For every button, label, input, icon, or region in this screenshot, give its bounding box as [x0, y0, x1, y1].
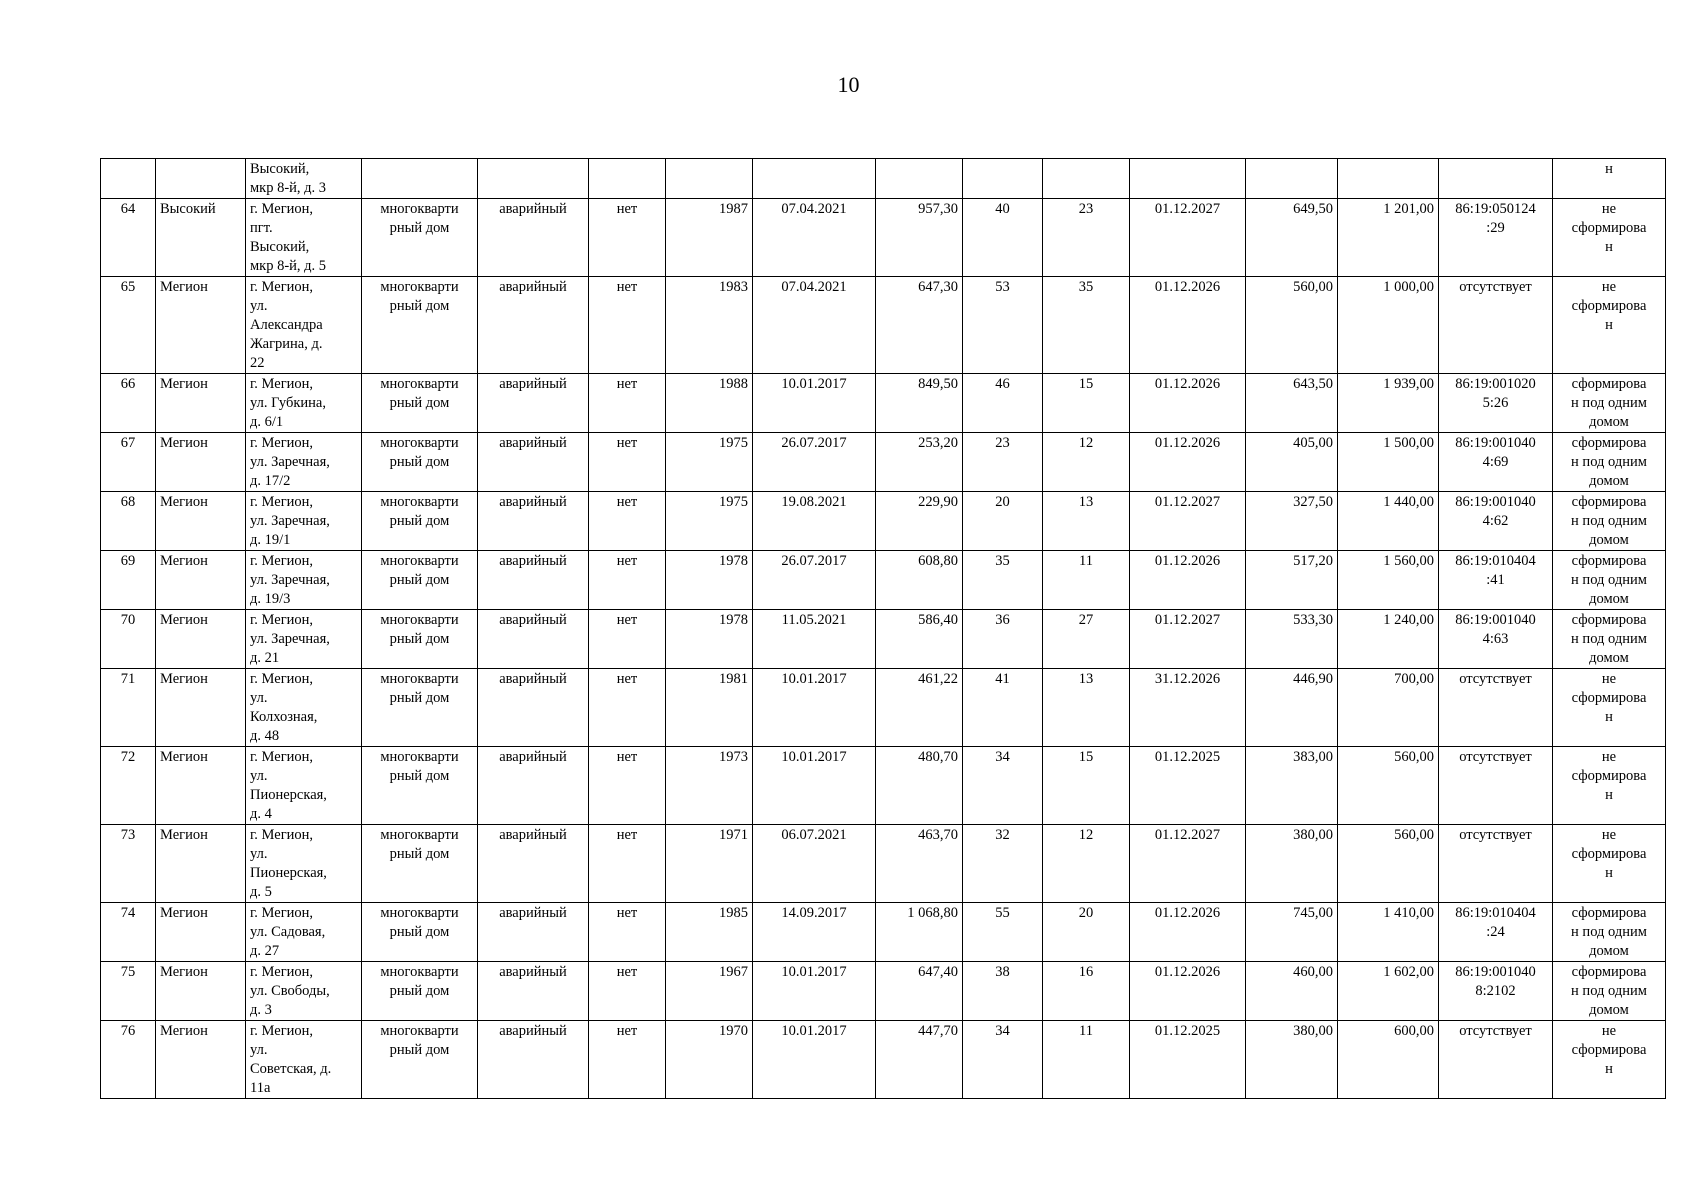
- cell-land-status: н: [1553, 159, 1666, 199]
- cell-decision-date: 07.04.2021: [753, 199, 876, 277]
- cell-condition: аварийный: [478, 433, 589, 492]
- cell-heritage: нет: [589, 551, 666, 610]
- cell-cadastral-number: отсутствует: [1439, 669, 1553, 747]
- cell-deadline: 01.12.2026: [1130, 433, 1246, 492]
- cell-deadline: 01.12.2027: [1130, 199, 1246, 277]
- cell-land-status: не сформирова н: [1553, 1021, 1666, 1099]
- cell-premises: 23: [1043, 199, 1130, 277]
- cell-condition: аварийный: [478, 1021, 589, 1099]
- cell-address: г. Мегион, ул. Заречная, д. 19/3: [246, 551, 362, 610]
- cell-land-area: 1 560,00: [1338, 551, 1439, 610]
- cell-decision-date: 10.01.2017: [753, 1021, 876, 1099]
- cell-cadastral-number: 86:19:001040 4:69: [1439, 433, 1553, 492]
- cell-year: 1970: [666, 1021, 753, 1099]
- cell-living-area: 383,00: [1246, 747, 1338, 825]
- cell-premises: 16: [1043, 962, 1130, 1021]
- cell-address: г. Мегион, ул. Садовая, д. 27: [246, 903, 362, 962]
- cell-condition: аварийный: [478, 492, 589, 551]
- cell-decision-date: 26.07.2017: [753, 551, 876, 610]
- cell-premises: 12: [1043, 825, 1130, 903]
- cell-building-type: многокварти рный дом: [362, 492, 478, 551]
- cell-deadline: 01.12.2026: [1130, 551, 1246, 610]
- cell-decision-date: 19.08.2021: [753, 492, 876, 551]
- housing-registry-table: [100, 158, 1666, 1099]
- cell-settlement: Мегион: [156, 747, 246, 825]
- cell-heritage: нет: [589, 433, 666, 492]
- cell-heritage: нет: [589, 199, 666, 277]
- cell-decision-date: 14.09.2017: [753, 903, 876, 962]
- cell-land-status: сформирова н под одним домом: [1553, 433, 1666, 492]
- cell-cadastral-number: отсутствует: [1439, 277, 1553, 374]
- cell-number: 65: [101, 277, 156, 374]
- cell-living-area: 533,30: [1246, 610, 1338, 669]
- cell-settlement: Мегион: [156, 433, 246, 492]
- cell-cadastral-number: 86:19:001040 4:62: [1439, 492, 1553, 551]
- cell-land-status: не сформирова н: [1553, 669, 1666, 747]
- cell-settlement: Мегион: [156, 551, 246, 610]
- cell-land-status: не сформирова н: [1553, 747, 1666, 825]
- cell-land-area: 600,00: [1338, 1021, 1439, 1099]
- cell-address: г. Мегион, ул. Свободы, д. 3: [246, 962, 362, 1021]
- cell-land-area: 1 201,00: [1338, 199, 1439, 277]
- cell-building-type: многокварти рный дом: [362, 825, 478, 903]
- table-row: [101, 551, 1666, 610]
- cell-premises: 15: [1043, 374, 1130, 433]
- cell-land-status: не сформирова н: [1553, 277, 1666, 374]
- table-body: [101, 159, 1666, 1099]
- cell-area: 957,30: [876, 199, 963, 277]
- cell-condition: аварийный: [478, 374, 589, 433]
- cell-residents: 41: [963, 669, 1043, 747]
- cell-address: г. Мегион, ул. Заречная, д. 17/2: [246, 433, 362, 492]
- cell-building-type: многокварти рный дом: [362, 962, 478, 1021]
- cell-area: 647,30: [876, 277, 963, 374]
- cell-settlement: Мегион: [156, 610, 246, 669]
- cell-number: 75: [101, 962, 156, 1021]
- table-row: [101, 825, 1666, 903]
- cell-living-area: 327,50: [1246, 492, 1338, 551]
- cell-heritage: нет: [589, 747, 666, 825]
- cell-deadline: 01.12.2027: [1130, 825, 1246, 903]
- cell-living-area: 380,00: [1246, 1021, 1338, 1099]
- cell-area: 849,50: [876, 374, 963, 433]
- cell-residents: 20: [963, 492, 1043, 551]
- cell-address: г. Мегион, ул. Заречная, д. 19/1: [246, 492, 362, 551]
- cell-year: 1978: [666, 610, 753, 669]
- cell-residents: 38: [963, 962, 1043, 1021]
- cell-cadastral-number: 86:19:050124 :29: [1439, 199, 1553, 277]
- cell-number: 68: [101, 492, 156, 551]
- cell-land-status: сформирова н под одним домом: [1553, 962, 1666, 1021]
- table-row: [101, 747, 1666, 825]
- cell-address: г. Мегион, ул. Советская, д. 11а: [246, 1021, 362, 1099]
- cell-settlement: Мегион: [156, 277, 246, 374]
- cell-residents: 34: [963, 747, 1043, 825]
- cell-cadastral-number: 86:19:010404 :24: [1439, 903, 1553, 962]
- cell-condition: аварийный: [478, 610, 589, 669]
- cell-deadline: 01.12.2026: [1130, 962, 1246, 1021]
- cell-cadastral-number: отсутствует: [1439, 825, 1553, 903]
- cell-land-area: 1 410,00: [1338, 903, 1439, 962]
- cell-residents: 36: [963, 610, 1043, 669]
- table-row: [101, 374, 1666, 433]
- cell-address: г. Мегион, ул. Пионерская, д. 4: [246, 747, 362, 825]
- cell-area: 463,70: [876, 825, 963, 903]
- cell-living-area: 649,50: [1246, 199, 1338, 277]
- cell-land-area: 700,00: [1338, 669, 1439, 747]
- cell-living-area: 460,00: [1246, 962, 1338, 1021]
- cell-address: г. Мегион, ул. Александра Жагрина, д. 22: [246, 277, 362, 374]
- cell-cadastral-number: 86:19:001040 4:63: [1439, 610, 1553, 669]
- cell-living-area: 405,00: [1246, 433, 1338, 492]
- cell-condition: аварийный: [478, 747, 589, 825]
- cell-settlement: Мегион: [156, 1021, 246, 1099]
- cell-settlement: Мегион: [156, 492, 246, 551]
- cell-building-type: многокварти рный дом: [362, 610, 478, 669]
- cell-address: г. Мегион, ул. Колхозная, д. 48: [246, 669, 362, 747]
- table-row-continued: [101, 159, 1666, 199]
- cell-building-type: многокварти рный дом: [362, 199, 478, 277]
- cell-area: 1 068,80: [876, 903, 963, 962]
- cell-cadastral-number: 86:19:001020 5:26: [1439, 374, 1553, 433]
- cell-area: 447,70: [876, 1021, 963, 1099]
- cell-year: 1967: [666, 962, 753, 1021]
- cell-number: 73: [101, 825, 156, 903]
- cell-year: 1985: [666, 903, 753, 962]
- cell-residents: 46: [963, 374, 1043, 433]
- cell-residents: 34: [963, 1021, 1043, 1099]
- cell-land-area: 1 000,00: [1338, 277, 1439, 374]
- cell-decision-date: 10.01.2017: [753, 962, 876, 1021]
- cell-decision-date: 10.01.2017: [753, 747, 876, 825]
- cell-number: 67: [101, 433, 156, 492]
- cell-area: 480,70: [876, 747, 963, 825]
- cell-building-type: многокварти рный дом: [362, 669, 478, 747]
- cell-year: 1973: [666, 747, 753, 825]
- table-row: [101, 433, 1666, 492]
- cell-decision-date: 10.01.2017: [753, 374, 876, 433]
- page-number: 10: [837, 72, 860, 97]
- cell-heritage: нет: [589, 492, 666, 551]
- cell-deadline: 01.12.2025: [1130, 747, 1246, 825]
- cell-heritage: нет: [589, 962, 666, 1021]
- cell-year: 1978: [666, 551, 753, 610]
- cell-residents: 55: [963, 903, 1043, 962]
- cell-area: 229,90: [876, 492, 963, 551]
- cell-land-area: 1 240,00: [1338, 610, 1439, 669]
- cell-building-type: многокварти рный дом: [362, 551, 478, 610]
- cell-condition: аварийный: [478, 903, 589, 962]
- cell-cadastral-number: 86:19:010404 :41: [1439, 551, 1553, 610]
- cell-land-status: сформирова н под одним домом: [1553, 492, 1666, 551]
- cell-land-status: сформирова н под одним домом: [1553, 610, 1666, 669]
- cell-address: г. Мегион, ул. Пионерская, д. 5: [246, 825, 362, 903]
- cell-cadastral-number: отсутствует: [1439, 1021, 1553, 1099]
- cell-land-status: не сформирова н: [1553, 825, 1666, 903]
- cell-decision-date: 06.07.2021: [753, 825, 876, 903]
- cell-premises: 35: [1043, 277, 1130, 374]
- cell-cadastral-number: 86:19:001040 8:2102: [1439, 962, 1553, 1021]
- cell-living-area: 643,50: [1246, 374, 1338, 433]
- cell-premises: 11: [1043, 551, 1130, 610]
- cell-premises: 13: [1043, 492, 1130, 551]
- table-row: [101, 1021, 1666, 1099]
- cell-land-area: 1 939,00: [1338, 374, 1439, 433]
- cell-address: г. Мегион, ул. Заречная, д. 21: [246, 610, 362, 669]
- cell-deadline: 01.12.2027: [1130, 610, 1246, 669]
- cell-premises: 12: [1043, 433, 1130, 492]
- cell-land-status: сформирова н под одним домом: [1553, 551, 1666, 610]
- cell-address: г. Мегион, пгт. Высокий, мкр 8-й, д. 5: [246, 199, 362, 277]
- cell-premises: 27: [1043, 610, 1130, 669]
- cell-settlement: Мегион: [156, 962, 246, 1021]
- cell-land-area: 1 500,00: [1338, 433, 1439, 492]
- cell-decision-date: 10.01.2017: [753, 669, 876, 747]
- cell-number: 70: [101, 610, 156, 669]
- cell-living-area: 517,20: [1246, 551, 1338, 610]
- cell-land-area: 560,00: [1338, 825, 1439, 903]
- cell-heritage: нет: [589, 825, 666, 903]
- cell-premises: 13: [1043, 669, 1130, 747]
- cell-address: г. Мегион, ул. Губкина, д. 6/1: [246, 374, 362, 433]
- cell-decision-date: 26.07.2017: [753, 433, 876, 492]
- table-row: [101, 492, 1666, 551]
- cell-heritage: нет: [589, 374, 666, 433]
- cell-land-area: 560,00: [1338, 747, 1439, 825]
- table-row: [101, 199, 1666, 277]
- cell-residents: 40: [963, 199, 1043, 277]
- table-row: [101, 669, 1666, 747]
- cell-condition: аварийный: [478, 825, 589, 903]
- cell-heritage: нет: [589, 277, 666, 374]
- cell-settlement: Мегион: [156, 374, 246, 433]
- cell-settlement: Мегион: [156, 669, 246, 747]
- cell-heritage: нет: [589, 669, 666, 747]
- cell-settlement: Мегион: [156, 825, 246, 903]
- table-row: [101, 903, 1666, 962]
- cell-decision-date: 07.04.2021: [753, 277, 876, 374]
- cell-premises: 20: [1043, 903, 1130, 962]
- cell-land-area: 1 440,00: [1338, 492, 1439, 551]
- cell-cadastral-number: отсутствует: [1439, 747, 1553, 825]
- cell-number: 69: [101, 551, 156, 610]
- cell-deadline: 01.12.2026: [1130, 903, 1246, 962]
- cell-settlement: Мегион: [156, 903, 246, 962]
- cell-residents: 53: [963, 277, 1043, 374]
- cell-address: Высокий, мкр 8-й, д. 3: [246, 159, 362, 199]
- cell-area: 608,80: [876, 551, 963, 610]
- cell-number: 71: [101, 669, 156, 747]
- cell-year: 1987: [666, 199, 753, 277]
- cell-year: 1975: [666, 492, 753, 551]
- cell-residents: 23: [963, 433, 1043, 492]
- table-row: [101, 277, 1666, 374]
- cell-year: 1971: [666, 825, 753, 903]
- cell-condition: аварийный: [478, 199, 589, 277]
- cell-number: 72: [101, 747, 156, 825]
- cell-premises: 15: [1043, 747, 1130, 825]
- cell-living-area: 380,00: [1246, 825, 1338, 903]
- cell-area: 253,20: [876, 433, 963, 492]
- cell-land-status: сформирова н под одним домом: [1553, 374, 1666, 433]
- cell-living-area: 745,00: [1246, 903, 1338, 962]
- cell-heritage: нет: [589, 903, 666, 962]
- cell-residents: 32: [963, 825, 1043, 903]
- cell-condition: аварийный: [478, 962, 589, 1021]
- cell-living-area: 560,00: [1246, 277, 1338, 374]
- cell-deadline: 01.12.2026: [1130, 374, 1246, 433]
- cell-building-type: многокварти рный дом: [362, 277, 478, 374]
- cell-area: 461,22: [876, 669, 963, 747]
- cell-settlement: Высокий: [156, 199, 246, 277]
- cell-decision-date: 11.05.2021: [753, 610, 876, 669]
- table-row: [101, 610, 1666, 669]
- cell-deadline: 01.12.2027: [1130, 492, 1246, 551]
- cell-heritage: нет: [589, 610, 666, 669]
- cell-year: 1988: [666, 374, 753, 433]
- cell-number: 76: [101, 1021, 156, 1099]
- cell-living-area: 446,90: [1246, 669, 1338, 747]
- cell-condition: аварийный: [478, 669, 589, 747]
- table-row: [101, 962, 1666, 1021]
- cell-building-type: многокварти рный дом: [362, 374, 478, 433]
- cell-area: 647,40: [876, 962, 963, 1021]
- cell-building-type: многокварти рный дом: [362, 1021, 478, 1099]
- cell-number: 74: [101, 903, 156, 962]
- cell-heritage: нет: [589, 1021, 666, 1099]
- cell-premises: 11: [1043, 1021, 1130, 1099]
- cell-land-area: 1 602,00: [1338, 962, 1439, 1021]
- cell-building-type: многокварти рный дом: [362, 747, 478, 825]
- cell-deadline: 01.12.2025: [1130, 1021, 1246, 1099]
- cell-building-type: многокварти рный дом: [362, 433, 478, 492]
- cell-residents: 35: [963, 551, 1043, 610]
- cell-land-status: не сформирова н: [1553, 199, 1666, 277]
- cell-condition: аварийный: [478, 277, 589, 374]
- cell-land-status: сформирова н под одним домом: [1553, 903, 1666, 962]
- cell-number: 64: [101, 199, 156, 277]
- cell-deadline: 01.12.2026: [1130, 277, 1246, 374]
- cell-condition: аварийный: [478, 551, 589, 610]
- cell-building-type: многокварти рный дом: [362, 903, 478, 962]
- cell-year: 1975: [666, 433, 753, 492]
- cell-number: 66: [101, 374, 156, 433]
- cell-year: 1983: [666, 277, 753, 374]
- cell-area: 586,40: [876, 610, 963, 669]
- cell-deadline: 31.12.2026: [1130, 669, 1246, 747]
- cell-year: 1981: [666, 669, 753, 747]
